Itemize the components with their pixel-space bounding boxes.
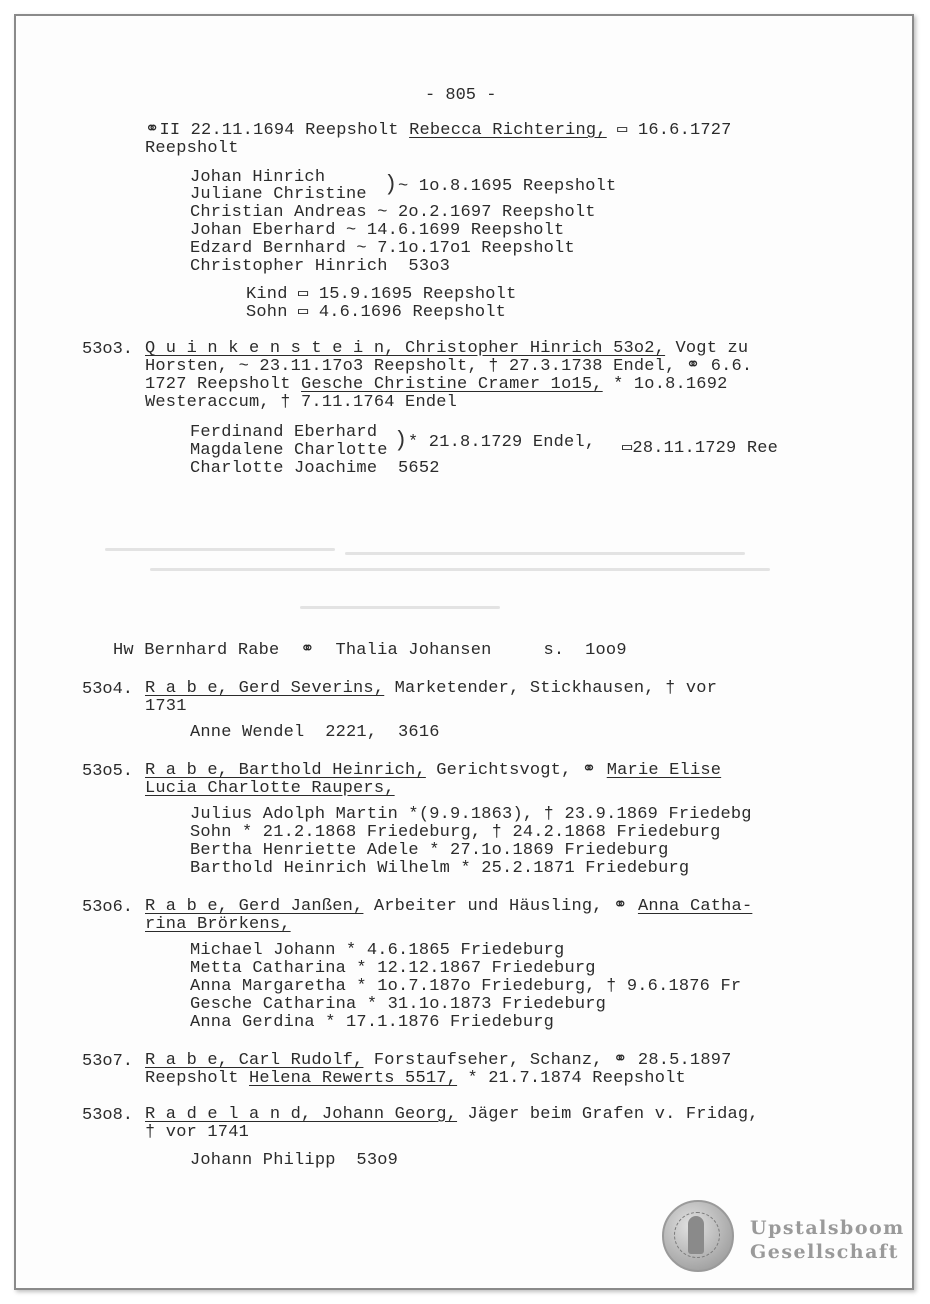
entry-heading: R a d e l a n d, Johann Georg, Jäger beim Grafen v. Fridag, (145, 1105, 759, 1124)
brand-line-2: Gesellschaft (750, 1241, 899, 1263)
marriage-line-cont: Reepsholt (145, 139, 239, 158)
child-entry: Anne Wendel 2221, 3616 (190, 723, 440, 742)
entry-heading: R a b e, Barthold Heinrich, Gerichtsvogt, ⚭ Marie Elise (145, 761, 722, 780)
brand-line-1: Upstalsboom (750, 1217, 905, 1239)
entry-number: 53o5. (82, 762, 134, 781)
seal-figure (688, 1216, 704, 1254)
bleed-through-smudge (300, 606, 500, 609)
child-entry: Johan Eberhard ~ 14.6.1699 Reepsholt (190, 221, 565, 240)
entry-text: 1731 (145, 697, 187, 716)
brace-icon: ) (394, 428, 408, 453)
entry-text: rina Brörkens, (145, 915, 291, 934)
child-entry: Anna Gerdina * 17.1.1876 Friedeburg (190, 1013, 555, 1032)
child-entry: Kind ▭ 15.9.1695 Reepsholt (246, 285, 517, 304)
child-name: Juliane Christine (190, 185, 367, 204)
cross-reference-line: Hw Bernhard Rabe ⚭ Thalia Johansen s. 1oo9 (113, 641, 627, 660)
child-entry: Metta Catharina * 12.12.1867 Friedeburg (190, 959, 596, 978)
entry-text: Westeraccum, † 7.11.1764 Endel (145, 393, 458, 412)
bleed-through-smudge (345, 552, 745, 555)
entry-text: 1727 Reepsholt Gesche Christine Cramer 1o15, * 1o.8.1692 (145, 375, 728, 394)
seal-logo-icon (662, 1200, 734, 1272)
child-name: Magdalene Charlotte (190, 441, 388, 460)
entry-heading: Q u i n k e n s t e i n, Christopher Hinrich 53o2, Vogt zu (145, 339, 749, 358)
entry-number: 53o8. (82, 1106, 134, 1125)
bleed-through-smudge (150, 568, 770, 571)
child-name: Johan Hinrich (190, 168, 326, 187)
entry-text: Lucia Charlotte Raupers, (145, 779, 395, 798)
child-entry: Bertha Henriette Adele * 27.1o.1869 Friedeburg (190, 841, 669, 860)
brand-logo-text (750, 1216, 905, 1264)
child-entry: Julius Adolph Martin *(9.9.1863), † 23.9.1869 Friedebg (190, 805, 752, 824)
entry-text: Reepsholt Helena Rewerts 5517, * 21.7.1874 Reepsholt (145, 1069, 686, 1088)
child-entry: Michael Johann * 4.6.1865 Friedeburg (190, 941, 565, 960)
child-entry: Sohn * 21.2.1868 Friedeburg, † 24.2.1868 Friedeburg (190, 823, 721, 842)
child-burial: ▭28.11.1729 Ree (622, 439, 779, 458)
entry-text: † vor 1741 (145, 1123, 250, 1142)
child-entry: Edzard Bernhard ~ 7.1o.17o1 Reepsholt (190, 239, 575, 258)
marriage-line: ⚭II 22.11.1694 Reepsholt Rebecca Richtering, ▭ 16.6.1727 (145, 121, 732, 140)
child-entry: Johann Philipp 53o9 (190, 1151, 399, 1170)
child-entry: Christian Andreas ~ 2o.2.1697 Reepsholt (190, 203, 596, 222)
entry-heading: R a b e, Gerd Janßen, Arbeiter und Häusling, ⚭ Anna Catha- (145, 897, 753, 916)
entry-number: 53o4. (82, 680, 134, 699)
child-birth: * 21.8.1729 Endel, (408, 433, 596, 452)
child-entry: Sohn ▭ 4.6.1696 Reepsholt (246, 303, 507, 322)
child-entry: Gesche Catharina * 31.1o.1873 Friedeburg (190, 995, 607, 1014)
entry-number: 53o7. (82, 1052, 134, 1071)
child-entry: Charlotte Joachime 5652 (190, 459, 440, 478)
entry-heading: R a b e, Gerd Severins, Marketender, Stickhausen, † vor (145, 679, 718, 698)
child-entry: Anna Margaretha * 1o.7.187o Friedeburg, † 9.6.1876 Fr (190, 977, 742, 996)
child-entry: Christopher Hinrich 53o3 (190, 257, 451, 276)
entry-text: Horsten, ~ 23.11.17o3 Reepsholt, † 27.3.1738 Endel, ⚭ 6.6. (145, 357, 753, 376)
bleed-through-smudge (105, 548, 335, 551)
child-baptism: ~ 1o.8.1695 Reepsholt (398, 177, 617, 196)
brace-icon: ) (384, 172, 398, 197)
entry-number: 53o3. (82, 340, 134, 359)
page-number: - 805 - (425, 86, 497, 105)
entry-number: 53o6. (82, 898, 134, 917)
child-name: Ferdinand Eberhard (190, 423, 378, 442)
entry-heading: R a b e, Carl Rudolf, Forstaufseher, Schanz, ⚭ 28.5.1897 (145, 1051, 732, 1070)
child-entry: Barthold Heinrich Wilhelm * 25.2.1871 Friedeburg (190, 859, 690, 878)
